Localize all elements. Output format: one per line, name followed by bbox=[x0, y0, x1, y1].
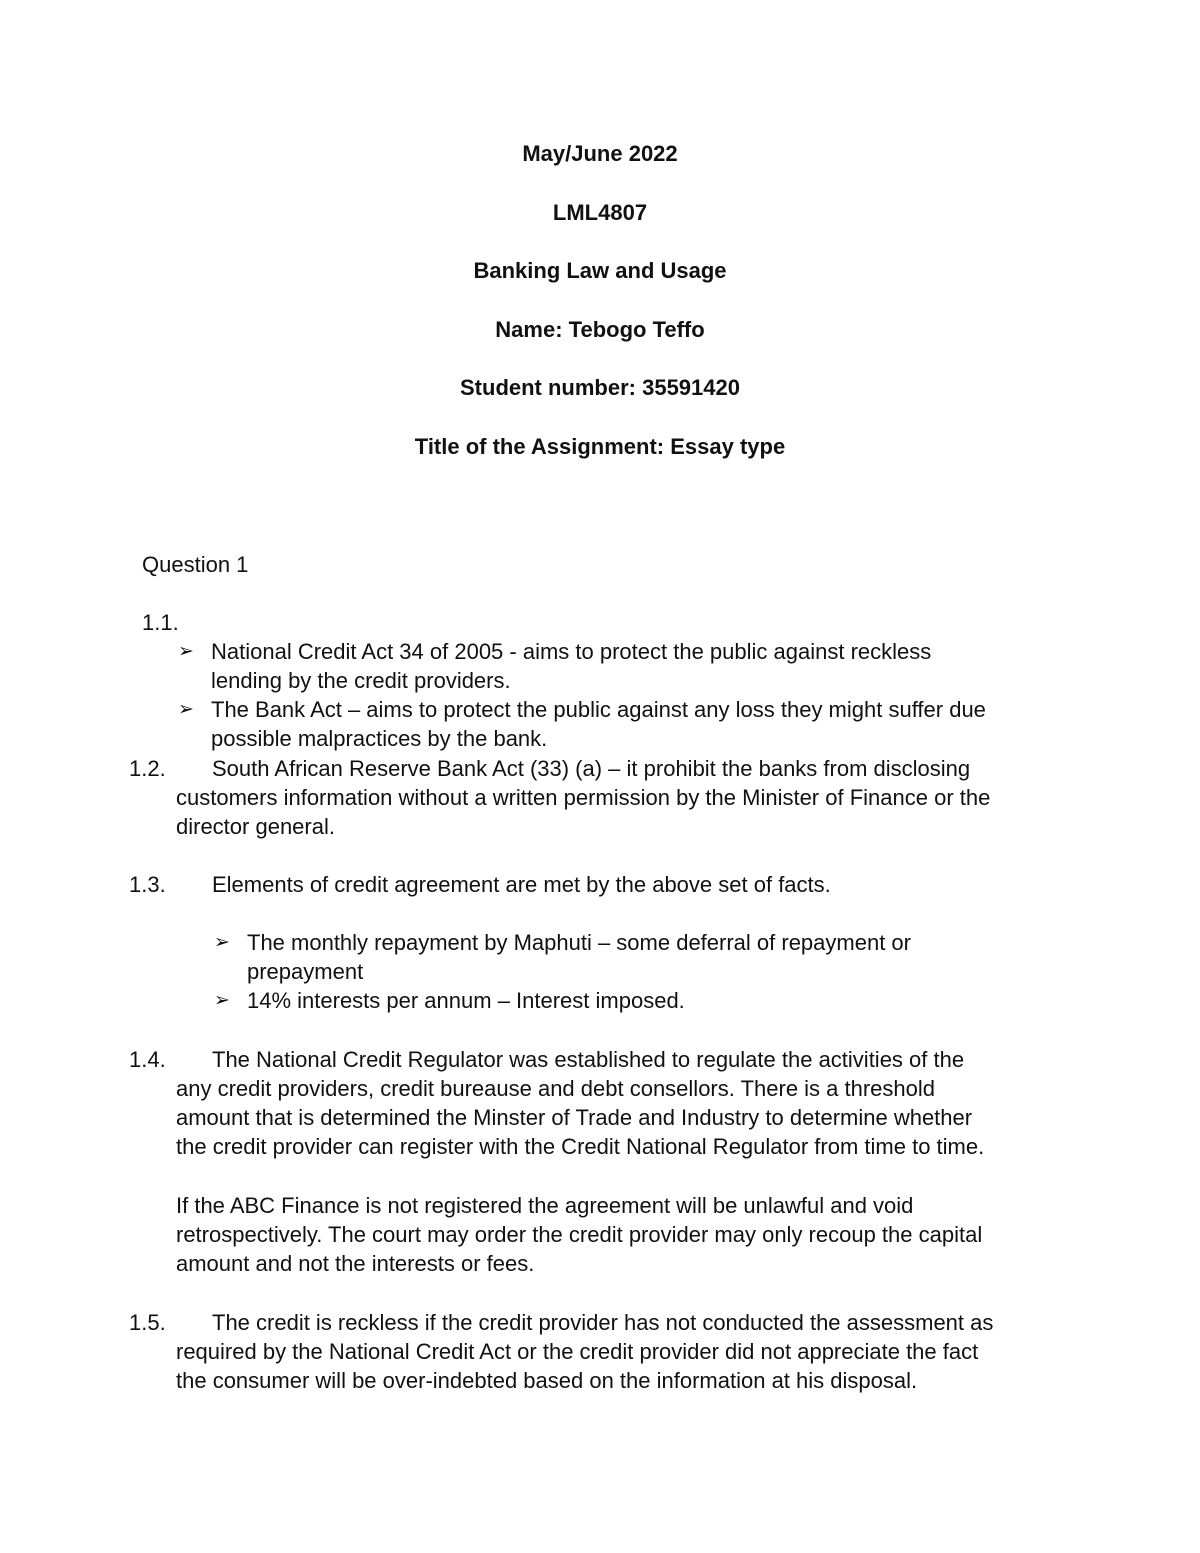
q1-2-line-2: customers information without a written permission by the Minister of Finance or the bbox=[176, 785, 991, 810]
question-heading: Question 1 bbox=[142, 552, 249, 577]
q1-4-number: 1.4. bbox=[129, 1047, 166, 1072]
q1-5-line-1: The credit is reckless if the credit provider has not conducted the assessment as bbox=[212, 1310, 994, 1335]
q1-5-number: 1.5. bbox=[129, 1310, 166, 1335]
q1-5-line-3: the consumer will be over-indebted based on the information at his disposal. bbox=[176, 1368, 918, 1393]
q1-1-bullet-1-line-2: lending by the credit providers. bbox=[211, 668, 511, 693]
q1-2-line-3: director general. bbox=[176, 814, 335, 839]
assignment-title: Title of the Assignment: Essay type bbox=[414, 434, 786, 459]
exam-date: May/June 2022 bbox=[522, 141, 678, 166]
course-code: LML4807 bbox=[552, 200, 648, 225]
q1-1-number: 1.1. bbox=[142, 610, 179, 635]
q1-3-bullet-2-line-1: 14% interests per annum – Interest imposed. bbox=[247, 988, 685, 1013]
q1-4-p1-line-3: amount that is determined the Minster of Trade and Industry to determine whether bbox=[176, 1105, 973, 1130]
q1-3-text: Elements of credit agreement are met by the above set of facts. bbox=[212, 872, 831, 897]
q1-1-bullet-1-line-1: National Credit Act 34 of 2005 - aims to protect the public against reckless bbox=[211, 639, 932, 664]
q1-2-number: 1.2. bbox=[129, 756, 166, 781]
q1-3-number: 1.3. bbox=[129, 872, 166, 897]
arrow-bullet-icon: ➢ bbox=[214, 990, 230, 1011]
q1-4-p1-line-4: the credit provider can register with the Credit National Regulator from time to time. bbox=[176, 1134, 985, 1159]
course-title: Banking Law and Usage bbox=[473, 258, 727, 283]
student-name: Name: Tebogo Teffo bbox=[495, 317, 705, 342]
q1-4-p2-line-2: retrospectively. The court may order the credit provider may only recoup the capital bbox=[176, 1222, 983, 1247]
q1-3-bullet-1-line-2: prepayment bbox=[247, 959, 364, 984]
q1-1-bullet-2-line-2: possible malpractices by the bank. bbox=[211, 726, 548, 751]
q1-4-p1-line-1: The National Credit Regulator was established to regulate the activities of the bbox=[212, 1047, 965, 1072]
q1-4-p2-line-1: If the ABC Finance is not registered the agreement will be unlawful and void bbox=[176, 1193, 914, 1218]
arrow-bullet-icon: ➢ bbox=[214, 932, 230, 953]
q1-2-line-1: South African Reserve Bank Act (33) (a) – it prohibit the banks from disclosing bbox=[212, 756, 971, 781]
q1-4-p1-line-2: any credit providers, credit bureause and debt consellors. There is a threshold bbox=[176, 1076, 936, 1101]
q1-4-p2-line-3: amount and not the interests or fees. bbox=[176, 1251, 535, 1276]
arrow-bullet-icon: ➢ bbox=[178, 641, 194, 662]
q1-1-bullet-2-line-1: The Bank Act – aims to protect the public against any loss they might suffer due bbox=[211, 697, 986, 722]
arrow-bullet-icon: ➢ bbox=[178, 699, 194, 720]
student-number: Student number: 35591420 bbox=[460, 375, 740, 400]
q1-3-bullet-1-line-1: The monthly repayment by Maphuti – some deferral of repayment or bbox=[247, 930, 911, 955]
q1-5-line-2: required by the National Credit Act or the credit provider did not appreciate the fact bbox=[176, 1339, 979, 1364]
